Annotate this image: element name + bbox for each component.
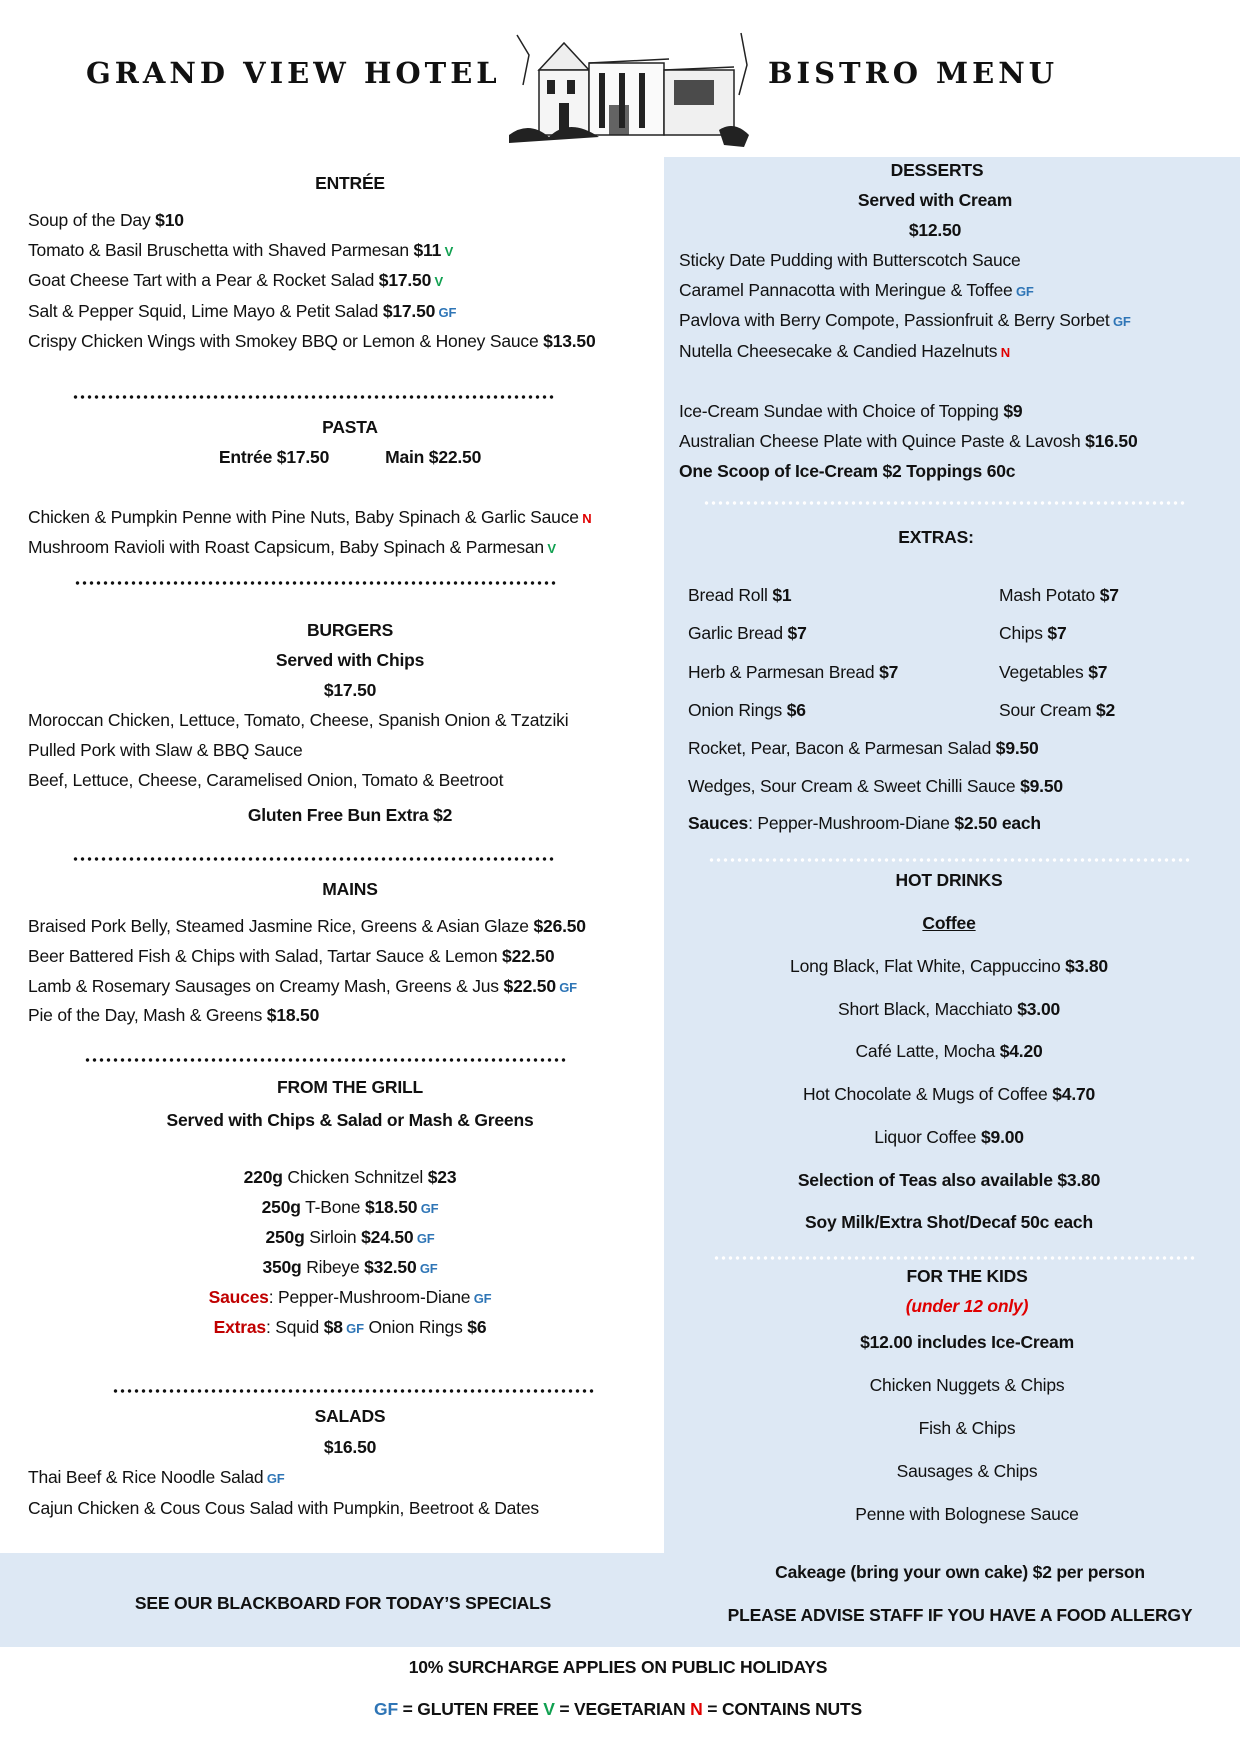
menu-item (855, 1036, 1042, 1066)
hotel-name: GRAND VIEW HOTEL (86, 56, 501, 90)
menu-item (374, 1694, 862, 1724)
menu-item (897, 1456, 1038, 1486)
menu-item (679, 275, 1034, 305)
price-text: $4.70 (1052, 1084, 1096, 1105)
price-text: $16.50 (1085, 431, 1138, 451)
price-text: $22.50 (503, 975, 556, 996)
item-text: Penne with Bolognese Sauce (855, 1504, 1079, 1524)
price-text: $24.50 (361, 1227, 414, 1247)
gluten-free-tag: GF (435, 304, 457, 320)
price-text: $23 (427, 1167, 457, 1187)
price-text: = CONTAINS NUTS (702, 1699, 862, 1719)
menu-item (919, 1413, 1016, 1443)
menu-item (679, 426, 1137, 456)
item-text: Moroccan Chicken, Lettuce, Tomato, Cheese, Spanish Onion & Tzatziki (28, 710, 569, 730)
menu-item (688, 618, 807, 648)
salads-heading: SALADS (314, 1406, 386, 1426)
menu-item (999, 618, 1066, 648)
burgers-heading: BURGERS (306, 620, 394, 640)
item-text: Chicken Schnitzel (282, 1167, 428, 1187)
item-text: Nutella Cheesecake & Candied Hazelnuts (679, 340, 998, 361)
item-text: under 12 only (911, 1296, 1023, 1316)
menu-item (803, 1079, 1095, 1109)
menu-item (28, 1462, 285, 1492)
coffee-subheading: Coffee (922, 913, 976, 933)
pasta-heading: PASTA (322, 417, 378, 437)
item-text: Soup of the Day (28, 210, 156, 230)
price-text: $18.50 (364, 1197, 418, 1217)
item-text: Liquor Coffee (874, 1126, 982, 1147)
gluten-free-tag: GF (413, 1231, 435, 1246)
price-text: $6 (786, 699, 806, 720)
menu-item (906, 1291, 1028, 1321)
menu-item (28, 502, 591, 532)
menu-item (679, 336, 1010, 366)
gluten-free-tag: GF (342, 1321, 364, 1336)
divider-dots (72, 394, 554, 400)
item-text: Garlic Bread (688, 623, 788, 644)
item-text: Sticky Date Pudding with Butterscotch Sauce (679, 250, 1021, 270)
menu-item (999, 580, 1119, 610)
hot-drinks-heading: HOT DRINKS (895, 870, 1003, 890)
allergy-note: PLEASE ADVISE STAFF IF YOU HAVE A FOOD ALLERGY (727, 1605, 1193, 1625)
entree-heading: ENTRÉE (315, 173, 385, 193)
price-text: $9.50 (995, 738, 1039, 758)
item-text: : Pepper-Mushroom-Diane (268, 1287, 471, 1307)
price-text: $3.80 (1065, 956, 1108, 976)
price-text: = GLUTEN FREE (397, 1699, 544, 1719)
price-text: $9.00 (981, 1126, 1024, 1147)
desserts-price: $12.50 (908, 220, 962, 240)
item-text: Short Black, Macchiato (837, 998, 1018, 1019)
burgers-subheading: Served with Chips (275, 650, 425, 670)
price-text: $8 (323, 1317, 343, 1337)
price-text: $11 (413, 240, 442, 261)
menu-item (798, 1165, 1100, 1195)
price-text: $17.50 (378, 270, 432, 291)
menu-title: BISTRO MENU (768, 56, 1059, 90)
item-text: Rocket, Pear, Bacon & Parmesan Salad (688, 738, 996, 758)
menu-item (28, 735, 303, 765)
item-text: Chicken Nuggets & Chips (869, 1375, 1065, 1395)
menu-item (28, 765, 503, 795)
kids-price: $12.00 includes Ice-Cream (860, 1332, 1074, 1352)
item-text: Beef, Lettuce, Cheese, Caramelised Onion, Tomato & Beetroot (28, 770, 504, 790)
item-text: : Pepper-Mushroom-Diane (748, 813, 955, 833)
grill-subheading: Served with Chips & Salad or Mash & Greens (166, 1110, 534, 1130)
menu-item (28, 1000, 319, 1030)
item-text: Beer Battered Fish & Chips with Salad, Tartar Sauce & Lemon (28, 945, 503, 966)
menu-item (688, 580, 791, 610)
contains-nuts-tag: N (578, 511, 592, 526)
price-text: $7 (1088, 661, 1108, 682)
price-text: $9.50 (1020, 775, 1063, 796)
menu-item (265, 1222, 434, 1252)
burgers-note: Gluten Free Bun Extra $2 (247, 805, 453, 825)
item-text: Sirloin (304, 1227, 362, 1247)
gluten-free-tag: GF (1012, 284, 1034, 300)
item-text: Caramel Pannacotta with Meringue & Toffee (679, 280, 1013, 301)
menu-item (688, 808, 1041, 838)
item-text: T-Bone (300, 1197, 365, 1217)
menu-item (688, 695, 806, 725)
item-text: Wedges, Sour Cream & Sweet Chilli Sauce (688, 775, 1021, 796)
gluten-free-tag: GF (263, 1471, 285, 1486)
item-text: Onion Rings (363, 1317, 468, 1337)
price-text: 350g (262, 1257, 302, 1277)
label-text: Extras (213, 1317, 266, 1337)
item-text: Vegetables (999, 661, 1089, 682)
price-text: $4.20 (999, 1041, 1043, 1062)
item-text: Mash Potato (999, 585, 1100, 605)
price-text: = VEGETARIAN (554, 1699, 691, 1719)
price-text: $2 (1096, 699, 1116, 720)
item-text: Pie of the Day, Mash & Greens (28, 1005, 267, 1026)
menu-item (214, 1312, 487, 1342)
item-text: Chicken & Pumpkin Penne with Pine Nuts, Baby Spinach & Garlic Sauce (28, 507, 579, 527)
label-text: Sauces (208, 1287, 269, 1307)
price-text: One Scoop of Ice-Cream $2 Toppings 60c (679, 461, 1016, 482)
item-text: Sour Cream (999, 699, 1096, 720)
price-text: $13.50 (543, 330, 596, 351)
divider-dots (703, 500, 1185, 506)
contains-nuts-tag: N (997, 344, 1010, 360)
price-text: $10 (155, 210, 184, 230)
menu-item (28, 705, 568, 735)
menu-item (838, 994, 1060, 1024)
grill-heading: FROM THE GRILL (277, 1077, 423, 1097)
menu-item (28, 265, 443, 295)
item-text: Ice-Cream Sundae with Choice of Topping (679, 400, 1004, 421)
item-text: ( (905, 1296, 912, 1316)
menu-item (28, 326, 595, 356)
item-text: Pavlova with Berry Compote, Passionfruit & Berry Sorbet (679, 310, 1110, 331)
item-text: Cajun Chicken & Cous Cous Salad with Pumpkin, Beetroot & Dates (28, 1498, 539, 1518)
item-text: Australian Cheese Plate with Quince Paste & Lavosh (679, 431, 1086, 451)
desserts-heading: DESSERTS (890, 160, 984, 180)
gluten-free-tag: GF (416, 1261, 438, 1276)
gluten-free-tag: GF (417, 1201, 439, 1216)
vegetarian-tag: V (431, 274, 444, 290)
price-text: Entrée $17.50 (218, 447, 330, 467)
menu-item (688, 657, 898, 687)
menu-item (262, 1192, 439, 1222)
gluten-free-tag: GF (470, 1291, 492, 1306)
item-text: Goat Cheese Tart with a Pear & Rocket Salad (28, 270, 379, 291)
price-text: $17.50 (382, 300, 436, 321)
item-text: Bread Roll (688, 585, 773, 605)
divider-dots (708, 857, 1190, 863)
price-text: 220g (243, 1167, 283, 1187)
menu-item (28, 296, 456, 326)
menu-item (28, 532, 556, 562)
item-text: Herb & Parmesan Bread (688, 661, 880, 682)
menu-item (999, 695, 1115, 725)
menu-item (28, 971, 577, 1001)
item-text: Onion Rings (688, 699, 787, 720)
divider-dots (74, 580, 556, 586)
price-text: $7 (1047, 623, 1067, 644)
item-text: Fish & Chips (918, 1418, 1016, 1438)
item-text (329, 447, 385, 467)
salads-price: $16.50 (323, 1437, 377, 1457)
mains-heading: MAINS (322, 879, 378, 899)
price-text: $2.50 each (954, 813, 1041, 833)
price-text: $7 (787, 623, 807, 644)
price-text: $1 (772, 585, 792, 605)
item-text: Chips (999, 623, 1048, 644)
gluten-free-tag: GF (555, 979, 577, 995)
specials-note: SEE OUR BLACKBOARD FOR TODAY’S SPECIALS (134, 1593, 552, 1613)
price-text: 250g (265, 1227, 305, 1247)
burgers-price: $17.50 (323, 680, 377, 700)
price-text: $18.50 (266, 1005, 320, 1026)
extras-heading: EXTRAS: (898, 527, 974, 547)
desserts-subheading: Served with Cream (857, 190, 1013, 210)
price-text: $22.50 (502, 945, 555, 966)
item-text: Pulled Pork with Slaw & BBQ Sauce (28, 740, 303, 760)
menu-item (870, 1370, 1065, 1400)
price-text: 250g (261, 1197, 301, 1217)
menu-item (219, 442, 481, 472)
vegetarian-tag: V (441, 244, 454, 260)
item-text: Salt & Pepper Squid, Lime Mayo & Petit Salad (28, 300, 383, 321)
price-text: $3.00 (1017, 998, 1061, 1019)
kids-heading: FOR THE KIDS (906, 1266, 1028, 1286)
menu-item (244, 1162, 457, 1192)
gluten-free-tag: GF (1109, 314, 1131, 330)
item-text: Hot Chocolate & Mugs of Coffee (802, 1084, 1053, 1105)
price-text: Sauces (688, 813, 749, 833)
menu-item (28, 911, 586, 941)
menu-item (28, 941, 554, 971)
price-text: $7 (1099, 585, 1119, 605)
menu-item (679, 305, 1131, 335)
item-text: GF (374, 1699, 398, 1719)
menu-item (28, 205, 184, 235)
menu-item (209, 1282, 492, 1312)
divider-dots (84, 1057, 566, 1063)
item-text: Braised Pork Belly, Steamed Jasmine Rice, Greens & Asian Glaze (28, 916, 534, 936)
cakeage-note: Cakeage (bring your own cake) $2 per person (775, 1562, 1145, 1582)
price-text: $32.50 (364, 1257, 417, 1277)
item-text: Mushroom Ravioli with Roast Capsicum, Baby Spinach & Parmesan (28, 537, 544, 557)
item-text: Sausages & Chips (896, 1461, 1038, 1481)
menu-item (999, 657, 1107, 687)
item-text: Crispy Chicken Wings with Smokey BBQ or Lemon & Honey Sauce (28, 330, 544, 351)
item-text: Lamb & Rosemary Sausages on Creamy Mash, Greens & Jus (28, 975, 504, 996)
divider-dots (72, 856, 554, 862)
price-text: $26.50 (533, 916, 586, 936)
price-text: $9 (1003, 400, 1023, 421)
menu-item (28, 1493, 539, 1523)
menu-item (855, 1499, 1078, 1529)
menu-item (679, 245, 1021, 275)
item-text: ) (1022, 1296, 1029, 1316)
menu-item (790, 951, 1108, 981)
price-text: $7 (879, 661, 899, 682)
item-text: Ribeye (301, 1257, 365, 1277)
menu-item (679, 396, 1022, 426)
price-text: Soy Milk/Extra Shot/Decaf 50c each (805, 1212, 1093, 1233)
vegetarian-tag: V (543, 541, 556, 556)
menu-item (262, 1252, 437, 1282)
item-text: Café Latte, Mocha (855, 1041, 1000, 1062)
menu-item (679, 456, 1015, 486)
hotel-sketch-image (509, 25, 759, 150)
divider-dots (112, 1388, 594, 1394)
menu-item (874, 1122, 1024, 1152)
menu-item (688, 733, 1039, 763)
item-text: Thai Beef & Rice Noodle Salad (28, 1467, 264, 1487)
price-text: Main $22.50 (385, 447, 482, 467)
item-text: Long Black, Flat White, Cappuccino (790, 956, 1066, 976)
item-text: : Squid (265, 1317, 324, 1337)
item-text: V (543, 1699, 555, 1719)
price-text: $6 (467, 1317, 487, 1337)
menu-item (28, 235, 453, 265)
item-text: Tomato & Basil Bruschetta with Shaved Parmesan (28, 240, 414, 261)
item-text: N (690, 1699, 703, 1719)
menu-item (688, 771, 1063, 801)
surcharge-note: 10% SURCHARGE APPLIES ON PUBLIC HOLIDAYS (408, 1657, 828, 1677)
price-text: Selection of Teas also available $3.80 (797, 1169, 1101, 1190)
menu-item (805, 1207, 1093, 1237)
